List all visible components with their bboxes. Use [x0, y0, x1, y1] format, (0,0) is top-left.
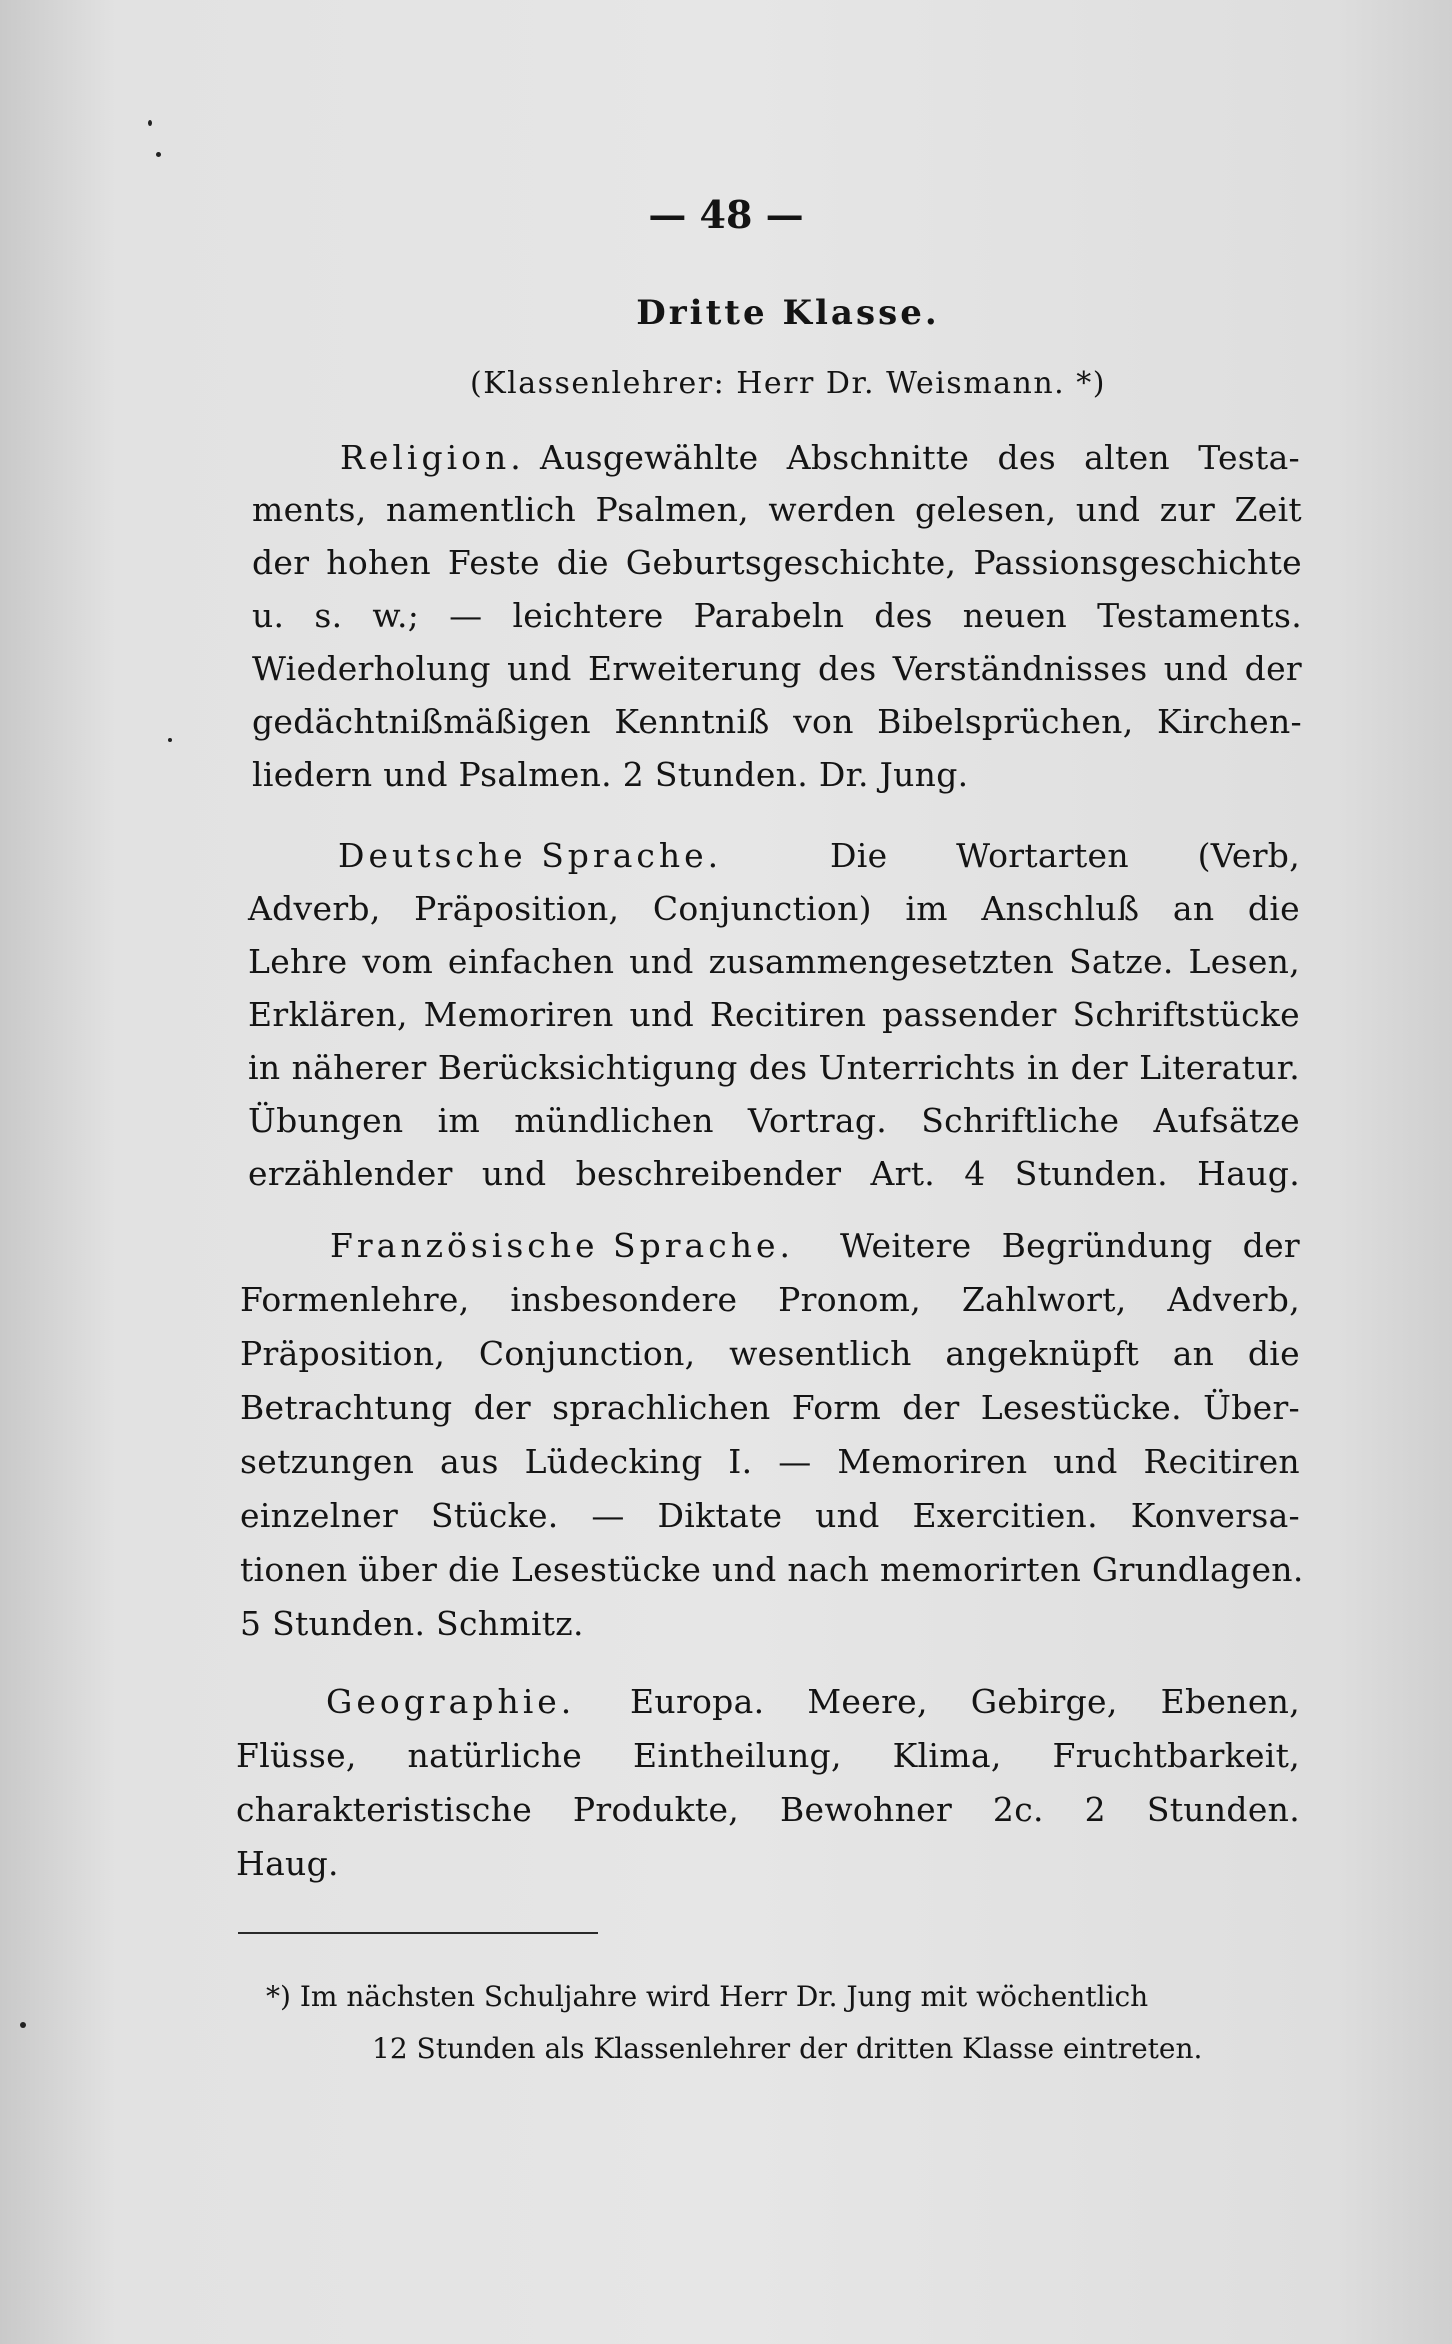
- deutsch-title: Deutsche Sprache.: [338, 836, 723, 875]
- class-teacher-line: (Klassenlehrer: Herr Dr. Weismann. *): [470, 366, 1106, 401]
- paragraph-line: gedächtnißmäßigen Kenntniß von Bibelsprüchen, Kirchen-: [252, 702, 1302, 741]
- paragraph-line: Adverb, Präposition, Conjunction) im Anschluß an die: [248, 889, 1300, 928]
- ink-speck: [168, 738, 172, 742]
- paragraph-line: Betrachtung der sprachlichen Form der Lesestücke. Über-: [240, 1388, 1300, 1427]
- paragraph-line: Übungen im mündlichen Vortrag. Schriftliche Aufsätze: [248, 1101, 1300, 1140]
- geographie-title: Geographie.: [326, 1682, 576, 1721]
- section-heading: Dritte Klasse.: [636, 293, 940, 333]
- paragraph-line: der hohen Feste die Geburtsgeschichte, Passionsgeschichte: [252, 543, 1302, 582]
- footnote-line: 12 Stunden als Klassenlehrer der dritten Klasse eintreten.: [372, 2032, 1203, 2065]
- religion-title: Religion.: [340, 438, 525, 477]
- paragraph-line: setzungen aus Lüdecking I. — Memoriren und Recitiren: [240, 1442, 1300, 1481]
- paragraph-line: einzelner Stücke. — Diktate und Exercitien. Konversa-: [240, 1496, 1300, 1535]
- page-number: — 48 —: [648, 192, 804, 237]
- paragraph-line: in näherer Berücksichtigung des Unterrichts in der Literatur.: [248, 1048, 1300, 1087]
- paragraph-line: Formenlehre, insbesondere Pronom, Zahlwort, Adverb,: [240, 1280, 1300, 1319]
- franzoesisch-title: Französische Sprache.: [330, 1226, 794, 1265]
- paragraph-line: Flüsse, natürliche Eintheilung, Klima, Fruchtbarkeit,: [236, 1736, 1300, 1775]
- paragraph-line: Erklären, Memoriren und Recitiren passender Schriftstücke: [248, 995, 1300, 1034]
- paragraph-line: Präposition, Conjunction, wesentlich angeknüpft an die: [240, 1334, 1300, 1373]
- paragraph-line: tionen über die Lesestücke und nach memorirten Grundlagen.: [240, 1550, 1304, 1589]
- paragraph-line: Ausgewählte Abschnitte des alten Testa-: [540, 438, 1300, 477]
- paragraph-line: liedern und Psalmen. 2 Stunden. Dr. Jung.: [252, 755, 969, 794]
- paragraph-line: Die Wortarten (Verb,: [830, 836, 1300, 875]
- ink-speck: [20, 2022, 26, 2028]
- footnote-line: *) Im nächsten Schuljahre wird Herr Dr. Jung mit wöchentlich: [266, 1980, 1149, 2013]
- paragraph-line: Haug.: [236, 1844, 339, 1883]
- paragraph-line: Lehre vom einfachen und zusammengesetzten Satze. Lesen,: [248, 942, 1300, 981]
- paragraph-line: u. s. w.; — leichtere Parabeln des neuen Testaments.: [252, 596, 1302, 635]
- paragraph-line: erzählender und beschreibender Art. 4 Stunden. Haug.: [248, 1154, 1300, 1193]
- footnote-rule: [238, 1932, 598, 1934]
- ink-speck: [148, 120, 152, 126]
- paragraph-line: 5 Stunden. Schmitz.: [240, 1604, 584, 1643]
- ink-speck: [156, 152, 161, 157]
- paragraph-line: ments, namentlich Psalmen, werden gelesen, und zur Zeit: [252, 490, 1302, 529]
- paragraph-line: Europa. Meere, Gebirge, Ebenen,: [630, 1682, 1300, 1721]
- paragraph-line: Wiederholung und Erweiterung des Verständnisses und der: [252, 649, 1302, 688]
- paragraph-line: Weitere Begründung der: [840, 1226, 1300, 1265]
- paragraph-line: charakteristische Produkte, Bewohner 2c. 2 Stunden.: [236, 1790, 1300, 1829]
